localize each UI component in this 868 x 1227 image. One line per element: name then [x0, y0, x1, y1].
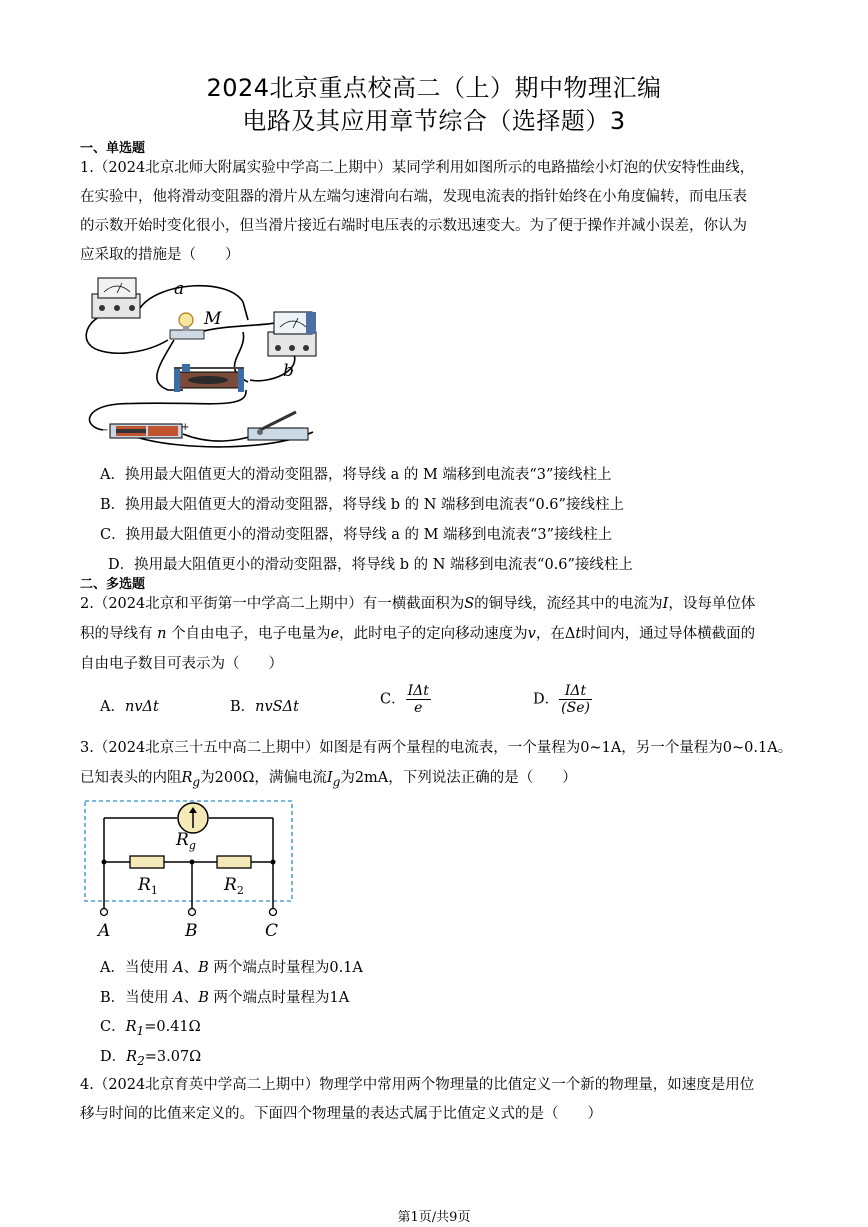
- terminal-c: [270, 909, 277, 916]
- q1-option-a: A．换用最大阻值更大的滑动变阻器，将导线 a 的 M 端移到电流表“3”接线柱上: [100, 467, 612, 483]
- ammeter-icon: [268, 312, 316, 356]
- resistor-r1-icon: [130, 856, 164, 868]
- q3-option-b: B．当使用 A、B 两个端点时量程为1A: [100, 990, 350, 1006]
- q1-option-b: B．换用最大阻值更大的滑动变阻器，将导线 b 的 N 端移到电流表“0.6”接线柱上: [100, 497, 624, 513]
- voltmeter-icon: [92, 278, 140, 318]
- section-heading-multi-choice: 二、多选题: [80, 577, 146, 592]
- q1-text-line: 应采取的措施是（ ）: [80, 247, 240, 263]
- label-a: A: [98, 921, 111, 941]
- wire-b-label: b: [283, 361, 294, 381]
- q2-option-a: A．nvΔt: [100, 699, 159, 715]
- q2-text-line: 自由电子数目可表示为（ ）: [80, 656, 283, 672]
- galvanometer-icon: [178, 803, 208, 833]
- label-rg: $R_g$: [176, 830, 196, 852]
- section-heading-single-choice: 一、单选题: [80, 141, 146, 156]
- q3-option-a: A．当使用 A、B 两个端点时量程为0.1A: [100, 960, 363, 976]
- q1-circuit-figure: [78, 272, 328, 454]
- q1-text-line: 在实验中，他将滑动变阻器的滑片从左端匀速滑向右端，发现电流表的指针始终在小角度偏转，而电压表: [80, 189, 747, 205]
- point-m-label: M: [204, 309, 222, 329]
- q3-circuit-figure: [82, 798, 298, 944]
- wire-a-label: a: [174, 279, 185, 299]
- q1-text-line: 的示数开始时变化很小，但当滑片接近右端时电压表的示数迅速变大。为了便于操作并减小误差，你认为: [80, 218, 747, 234]
- terminal-a: [101, 909, 108, 916]
- label-b: B: [185, 921, 198, 941]
- label-r2: $R_2$: [224, 875, 244, 897]
- battery-plus-label: +: [181, 422, 190, 433]
- q1-option-c: C．换用最大阻值更小的滑动变阻器，将导线 a 的 M 端移到电流表“3”接线柱上: [100, 527, 613, 543]
- q3-text-line: 3.（2024北京三十五中高二上期中）如图是有两个量程的电流表，一个量程为0~1A，另一个量程为0~0.1A。: [80, 740, 793, 756]
- q3-option-d: D．$R_2=3.07\Omega$: [100, 1049, 202, 1068]
- page-title: 2024北京重点校高二（上）期中物理汇编: [206, 74, 662, 102]
- q1-text-line: 1.（2024北京北师大附属实验中学高二上期中）某同学利用如图所示的电路描绘小灯泡的伏安特性曲线，: [80, 160, 755, 176]
- q2-option-d: D． $\frac{\text{IΔt}}{(Se)}$: [533, 683, 590, 716]
- rheostat-icon: [174, 364, 244, 392]
- q2-option-c: C． $\frac{\text{IΔt}}{e}$: [380, 683, 429, 716]
- q3-option-c: C．$R_1=0.41\Omega$: [100, 1019, 201, 1038]
- page-subtitle: 电路及其应用章节综合（选择题）3: [242, 107, 626, 135]
- q2-text-line: 积的导线有 n 个自由电子，电子电量为e，此时电子的定向移动速度为v，在Δt时间内，通过导体横截面的: [80, 626, 756, 642]
- q2-text-line: 2.（2024北京和平街第一中学高二上期中）有一横截面积为S的铜导线，流经其中的电流为I，设每单位体: [80, 596, 756, 612]
- battery-pack-icon: [110, 424, 182, 438]
- q4-text-line: 4.（2024北京育英中学高二上期中）物理学中常用两个物理量的比值定义一个新的物理量，如速度是用位: [80, 1077, 755, 1093]
- light-bulb-icon: [170, 313, 204, 339]
- q1-option-d: D．换用最大阻值更小的滑动变阻器，将导线 b 的 N 端移到电流表“0.6”接线柱上: [108, 557, 633, 573]
- page-number: 第1页/共9页: [397, 1210, 471, 1225]
- q3-text-line: 已知表头的内阻$R_g$为200Ω，满偏电流$I_g$为2mA，下列说法正确的是（ ）: [80, 770, 577, 789]
- resistor-r2-icon: [217, 856, 251, 868]
- label-c: C: [265, 921, 279, 941]
- terminal-b: [189, 909, 196, 916]
- q2-option-b: B．nvSΔt: [230, 699, 299, 715]
- q4-text-line: 移与时间的比值来定义的。下面四个物理量的表达式属于比值定义式的是（ ）: [80, 1106, 602, 1122]
- battery-minus-label: −: [100, 425, 109, 436]
- label-r1: $R_1$: [138, 875, 158, 897]
- switch-icon: [248, 412, 308, 440]
